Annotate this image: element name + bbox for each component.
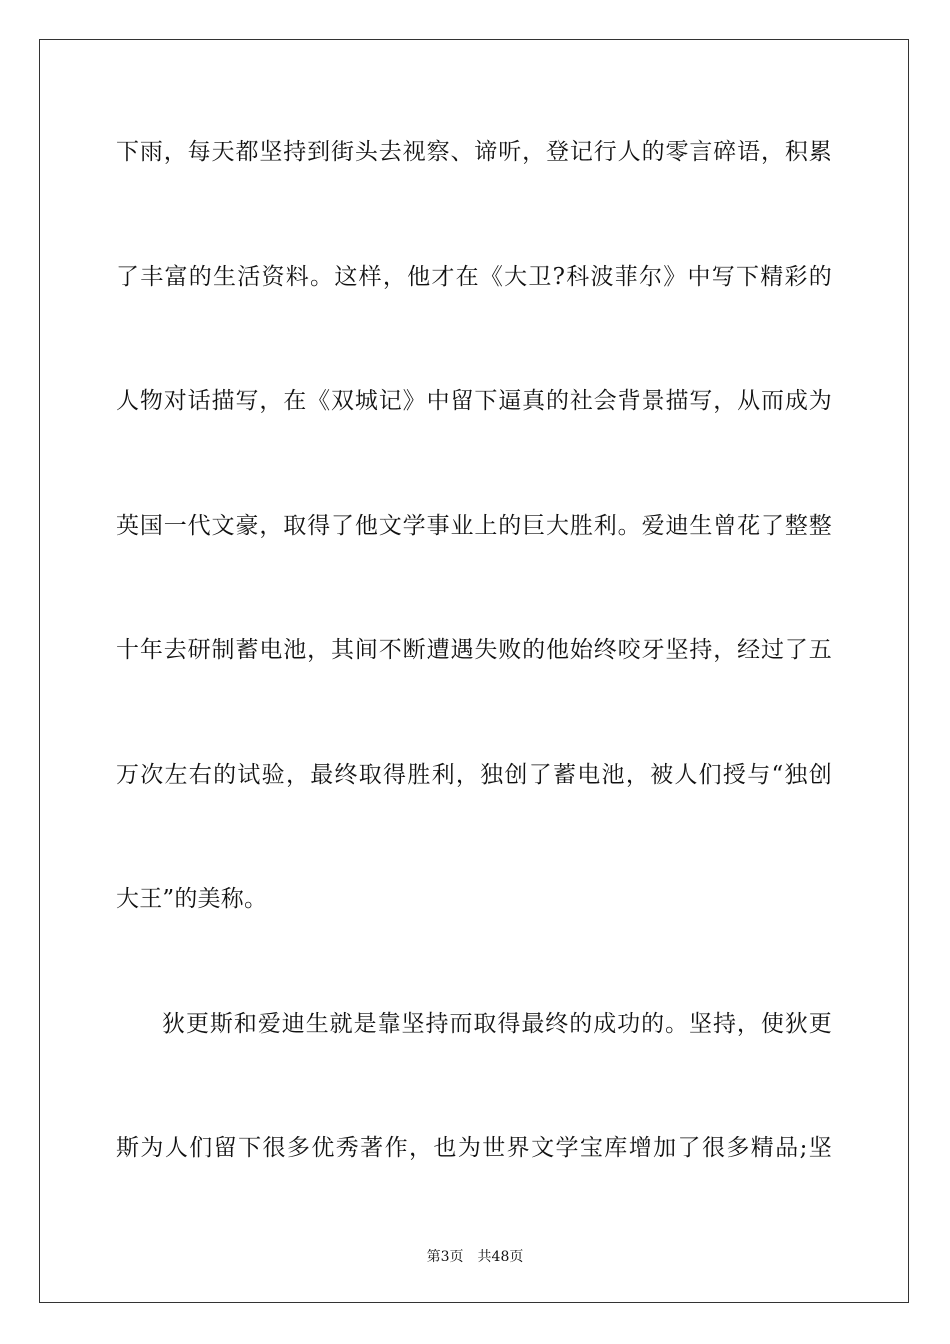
body-line-4: 英国一代文豪，取得了他文学事业上的巨大胜利。爱迪生曾花了整整 xyxy=(116,513,832,539)
body-line-1: 下雨，每天都坚持到街头去视察、谛听，登记行人的零言碎语，积累 xyxy=(116,139,832,165)
body-line-2: 了丰富的生活资料。这样，他才在《大卫?科波菲尔》中写下精彩的 xyxy=(116,264,832,290)
body-line-7: 大王”的美称。 xyxy=(116,886,268,912)
page-footer xyxy=(0,1248,950,1266)
page-number: 第3页 xyxy=(426,1249,464,1265)
body-line-3: 人物对话描写，在《双城记》中留下逼真的社会背景描写，从而成为 xyxy=(116,388,832,414)
page-border xyxy=(39,39,909,1303)
body-line-5: 十年去研制蓄电池，其间不断遭遇失败的他始终咬牙坚持，经过了五 xyxy=(116,637,832,663)
body-line-6: 万次左右的试验，最终取得胜利，独创了蓄电池，被人们授与“独创 xyxy=(116,762,832,788)
body-line-9: 斯为人们留下很多优秀著作，也为世界文学宝库增加了很多精品;坚 xyxy=(116,1135,832,1161)
paragraph-first-line: 狄更斯和爱迪生就是靠坚持而取得最终的成功的。坚持，使狄更 xyxy=(162,1011,832,1037)
page-total: 共48页 xyxy=(477,1249,524,1265)
